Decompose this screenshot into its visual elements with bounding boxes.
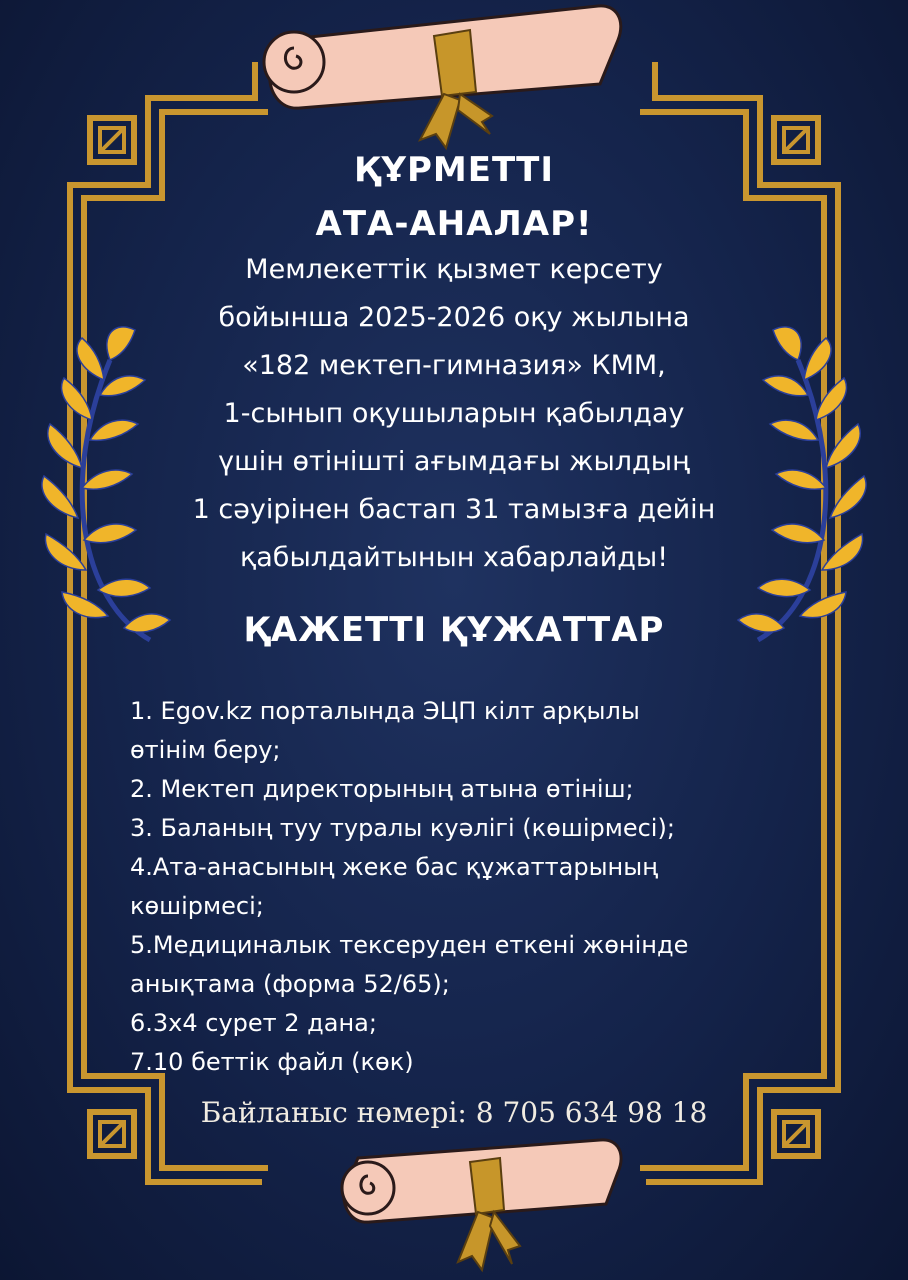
document-item: 1. Egov.kz порталында ЭЦП кілт арқылы	[130, 697, 640, 725]
announcement-line: «182 мектеп-гимназия» КММ,	[242, 350, 666, 381]
document-item: 6.3х4 сурет 2 дана;	[130, 1009, 377, 1037]
contact-number: Байланыс нөмері: 8 705 634 98 18	[200, 1096, 708, 1129]
announcement-line: бойынша 2025-2026 оқу жылына	[218, 302, 690, 333]
scroll-top-icon	[264, 6, 621, 148]
document-item: 2. Мектеп директорының атына өтініш;	[130, 775, 634, 803]
document-item: анықтама (форма 52/65);	[130, 970, 450, 998]
document-item: 7.10 беттік файл (көк)	[130, 1048, 414, 1076]
announcement-line: 1 сәуірінен бастап 31 тамызға дейін	[192, 494, 716, 525]
announcement-line: Мемлекеттік қызмет керсету	[245, 254, 663, 285]
announcement-line: қабылдайтынын хабарлайды!	[239, 542, 669, 573]
announcement-text	[0, 246, 908, 582]
document-item: 5.Медициналык тексеруден еткені жөнінде	[130, 931, 689, 959]
title-line-1: ҚҰРМЕТТІ	[354, 150, 554, 190]
document-item: 3. Баланың туу туралы куәлігі (көшірмесі);	[130, 814, 675, 842]
scroll-bottom-icon	[342, 1140, 621, 1270]
title-line-2: АТА-АНАЛАР!	[315, 204, 593, 244]
document-item: көшірмесі;	[130, 892, 264, 920]
documents-list	[130, 692, 820, 1082]
documents-heading: ҚАЖЕТТІ ҚҰЖАТТАР	[243, 610, 665, 650]
document-item: өтінім беру;	[130, 736, 281, 764]
document-item: 4.Ата-анасының жеке бас құжаттарының	[130, 853, 659, 881]
announcement-line: 1-сынып оқушыларын қабылдау	[223, 398, 685, 429]
announcement-line: үшін өтінішті ағымдағы жылдың	[218, 446, 690, 477]
